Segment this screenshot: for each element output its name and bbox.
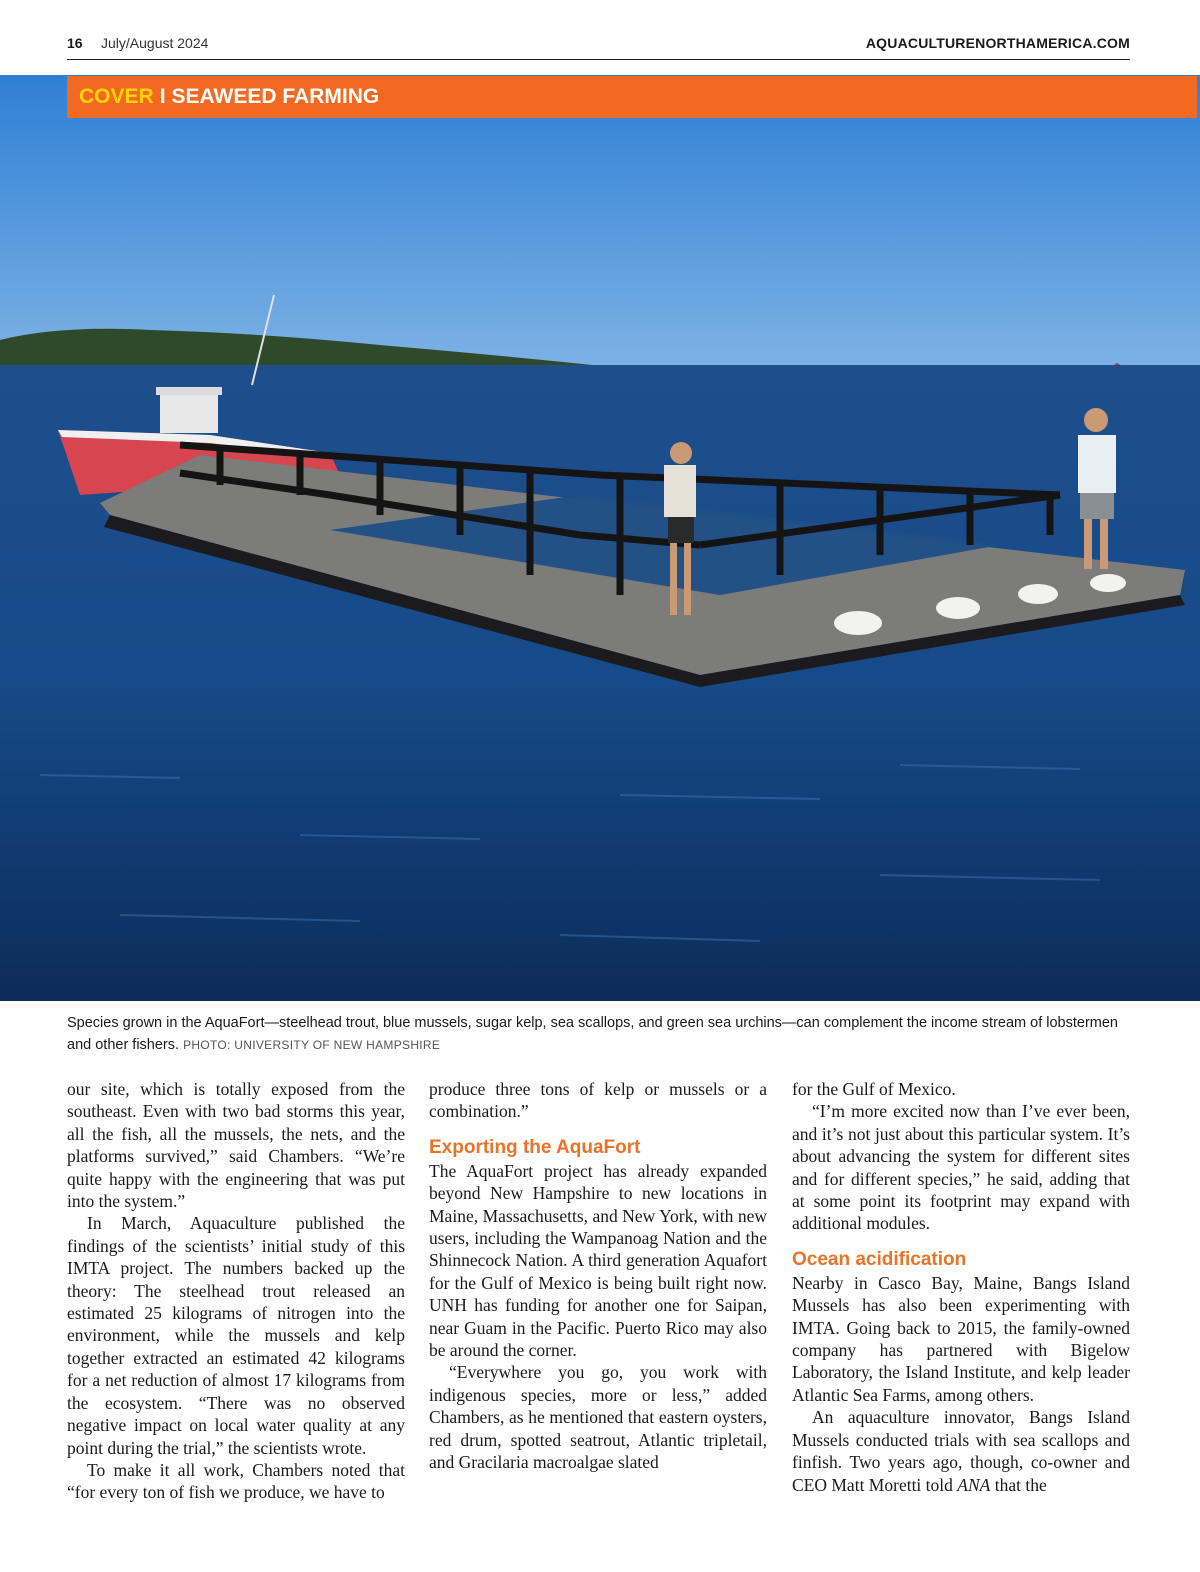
page-number: 16 — [67, 35, 83, 51]
photo-credit: PHOTO: UNIVERSITY OF NEW HAMPSHIRE — [183, 1038, 441, 1052]
section-banner — [67, 76, 1197, 118]
banner-separator: I — [159, 85, 166, 108]
paragraph: “I’m more excited now than I’ve ever been, and it’s not just about this particular system. It’s about advancing the system for different sites and for different species,” he said, adding that at some point its footprint may expand with additional modules. — [792, 1101, 1130, 1234]
page-header — [67, 33, 1130, 60]
text-run: An aquaculture innovator, Bangs Island Mussels conducted trials with sea scallops and finfish. Two years ago, though, co-owner and CEO Matt Moretti told — [792, 1407, 1130, 1495]
subheading-exporting: Exporting the AquaFort — [429, 1136, 641, 1158]
subheading-ocean-acidification: Ocean acidification — [792, 1248, 967, 1270]
paragraph: our site, which is totally exposed from the southeast. Even with two bad storms this year, all the fish, all the mussels, the nets, and the platforms survived,” said Chambers. “We’re quite happy with the engineering that was put into the system.” — [67, 1079, 405, 1212]
publication-abbrev: ANA — [957, 1474, 991, 1495]
paragraph: Nearby in Casco Bay, Maine, Bangs Island Mussels has also been experimenting with IMTA. Going back to 2015, the family-owned company has partnered with Bigelow Laboratory, the Island Institute, and kelp leader Atlantic Sea Farms, among others. — [792, 1272, 1130, 1405]
article-column-1 — [67, 1078, 405, 1504]
paragraph: produce three tons of kelp or mussels or a combination.” — [429, 1079, 767, 1122]
article-column-2 — [429, 1078, 767, 1474]
article-column-3 — [792, 1078, 1130, 1496]
caption-text: Species grown in the AquaFort—steelhead trout, blue mussels, sugar kelp, sea scallops, and green sea urchins—can complement the income stream of lobstermen and other fishers. — [67, 1015, 1118, 1053]
site-url: AQUACULTURENORTHAMERICA.COM — [865, 35, 1130, 51]
cover-photo — [0, 75, 1200, 1001]
paragraph: for the Gulf of Mexico. — [792, 1079, 956, 1099]
photo-caption — [67, 1012, 1130, 1056]
paragraph: To make it all work, Chambers noted that “for every ton of fish we produce, we have to — [67, 1459, 405, 1503]
paragraph: “Everywhere you go, you work with indigenous species, more or less,” added Chambers, as he mentioned that eastern oysters, red drum, spotted seatrout, Atlantic tripletail, and Gracilaria macroalgae slated — [429, 1362, 767, 1473]
paragraph — [792, 1406, 1130, 1496]
text-run: that the — [990, 1474, 1047, 1495]
section-label: SEAWEED FARMING — [171, 85, 380, 108]
issue-date: July/August 2024 — [101, 35, 209, 51]
paragraph: The AquaFort project has already expanded beyond New Hampshire to new locations in Maine, Massachusetts, and New York, with new users, including the Wampanoag Nation and the Shinnecock Nation. A third generation Aquafort for the Gulf of Mexico is being built right now. UNH has funding for another one for Saipan, near Guam in the Pacific. Puerto Rico may also be around the corner. — [429, 1160, 767, 1361]
aquafort-photo-illustration — [0, 75, 1200, 1001]
paragraph: In March, Aquaculture published the findings of the scientists’ initial study of this IMTA project. The numbers backed up the theory: The steelhead trout released an estimated 25 kilograms of nitrogen into the environment, while the mussels and kelp together extracted an estimated 42 kilograms for a net reduction of almost 17 kilograms from the ecosystem. “There was no observed negative impact on local water quality at any point during the trial,” the scientists wrote. — [67, 1213, 405, 1458]
section-label-cover: COVER — [79, 85, 154, 108]
